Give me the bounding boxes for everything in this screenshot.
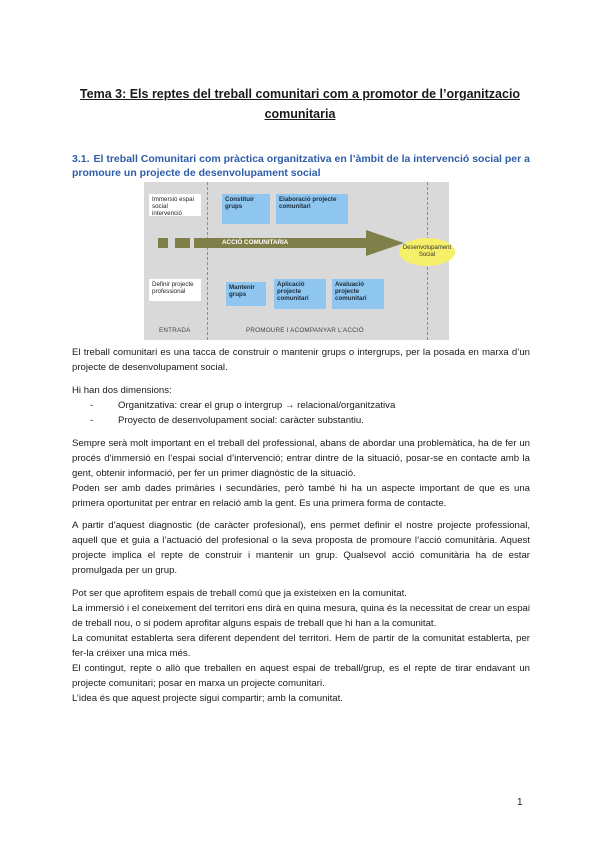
box-immersio: Immersió espai social intervenció — [149, 194, 201, 216]
paragraph-6: Pot ser que aprofitem espais de treball comú que ja existeixen en la comunitat. — [72, 588, 407, 599]
paragraph-1: El treball comunitari es una tacca de construir o mantenir grups o intergrups, per la posada en marxa d’un projecte de desenvolupament social. — [72, 347, 530, 373]
paragraph-5: A partir d’aquest diagnostic (de caràcter profesional), ens permet definir el nostre projecte professional, aquell que et guia a l’actuació del profesional o la seva proposta de promoure l’acció comunitària. Aquest projecte implica el repte de construir i mantenir un grup. Qualsevol acció comunitària ha de estar promulgada per un grup. — [72, 520, 530, 576]
paragraph-9: El contingut, repte o allò que treballen en aquest espai de treball/grup, es el repte de tirar endavant un projecte comunitari; posar en marxa un projecte comunitari. — [72, 663, 530, 689]
box-definir-projecte: Definir projecte professional — [149, 279, 201, 301]
paragraph-10: L’idea és que aquest projecte sigui compartir; amb la comunitat. — [72, 693, 343, 704]
box-avaluacio-projecte: Avaluació projecte comunitari — [332, 279, 384, 309]
title-line-1: Tema 3: Els reptes del treball comunitari com a promotor de l’organitzacio — [79, 87, 521, 101]
footer-promoure: PROMOURE I ACOMPANYAR L’ACCIÓ — [246, 327, 364, 334]
dashed-divider-left — [207, 182, 208, 340]
page-title — [60, 84, 540, 124]
paragraph-7: La immersió i el coneixement del territori ens dirà en quina mesura, quina és la necessitat de crear un espai de treball nou, o si podem aprofitar alguns espais de treball que hi han a la comunitat. — [72, 603, 530, 629]
box-aplicacio-projecte: Aplicació projecte comunitari — [274, 279, 326, 309]
paragraph-3: Sempre serà molt important en el treball del professional, abans de abordar una problemàtica, ha de fer un procés d’immersió en l’espai social d’intervenció; entrar dintre de la situació, posar-se en contacte amb la gent, obtenir informació, per fer un primer diagnòstic de la situació. — [72, 438, 530, 479]
goal-ellipse: Desenvolupament Social — [399, 238, 455, 266]
list-item-text: Organitzativa: crear el grup o intergrup → relacional/organitzativa — [118, 400, 396, 411]
arrow-label: ACCIÓ COMUNITARIA — [222, 239, 289, 246]
section-heading — [72, 152, 530, 180]
box-mantenir-grups: Mantenir grups — [226, 282, 266, 306]
list-item-text: Proyecto de desenvolupament social: caràcter substantiu. — [118, 415, 364, 426]
paragraph-4: Poden ser amb dades primàries i secundàries, però també hi ha un aspecte important de que es una primera oportunitat per entrar en relació amb la gent. Es una primera forma de contacte. — [72, 483, 530, 509]
footer-entrada: ENTRADA — [159, 327, 191, 334]
process-diagram — [144, 182, 452, 340]
section-number: 3.1. — [72, 153, 90, 165]
paragraph-8: La comunitat establerta sera diferent dependent del territori. Hem de partir de la comunitat establerta, per fer-la créixer una mica més. — [72, 633, 530, 659]
title-line-2: comunitaria — [264, 107, 336, 121]
entry-block-1 — [158, 238, 168, 248]
list-item: - Organitzativa: crear el grup o intergrup → relacional/organitzativa — [90, 400, 396, 411]
section-heading-text: El treball Comunitari com pràctica organitzativa en l’àmbit de la intervenció social per a promoure un projecte de desenvolupament social — [72, 153, 530, 179]
paragraph-dimensions: Hi han dos dimensions: — [72, 385, 172, 396]
box-elaboracio-projecte: Elaboració projecte comunitari — [276, 194, 348, 224]
entry-block-2 — [175, 238, 190, 248]
page-number: 1 — [517, 797, 523, 808]
list-item: - Proyecto de desenvolupament social: caràcter substantiu. — [90, 415, 364, 426]
box-constituir-grups: Constituir grups — [222, 194, 270, 224]
